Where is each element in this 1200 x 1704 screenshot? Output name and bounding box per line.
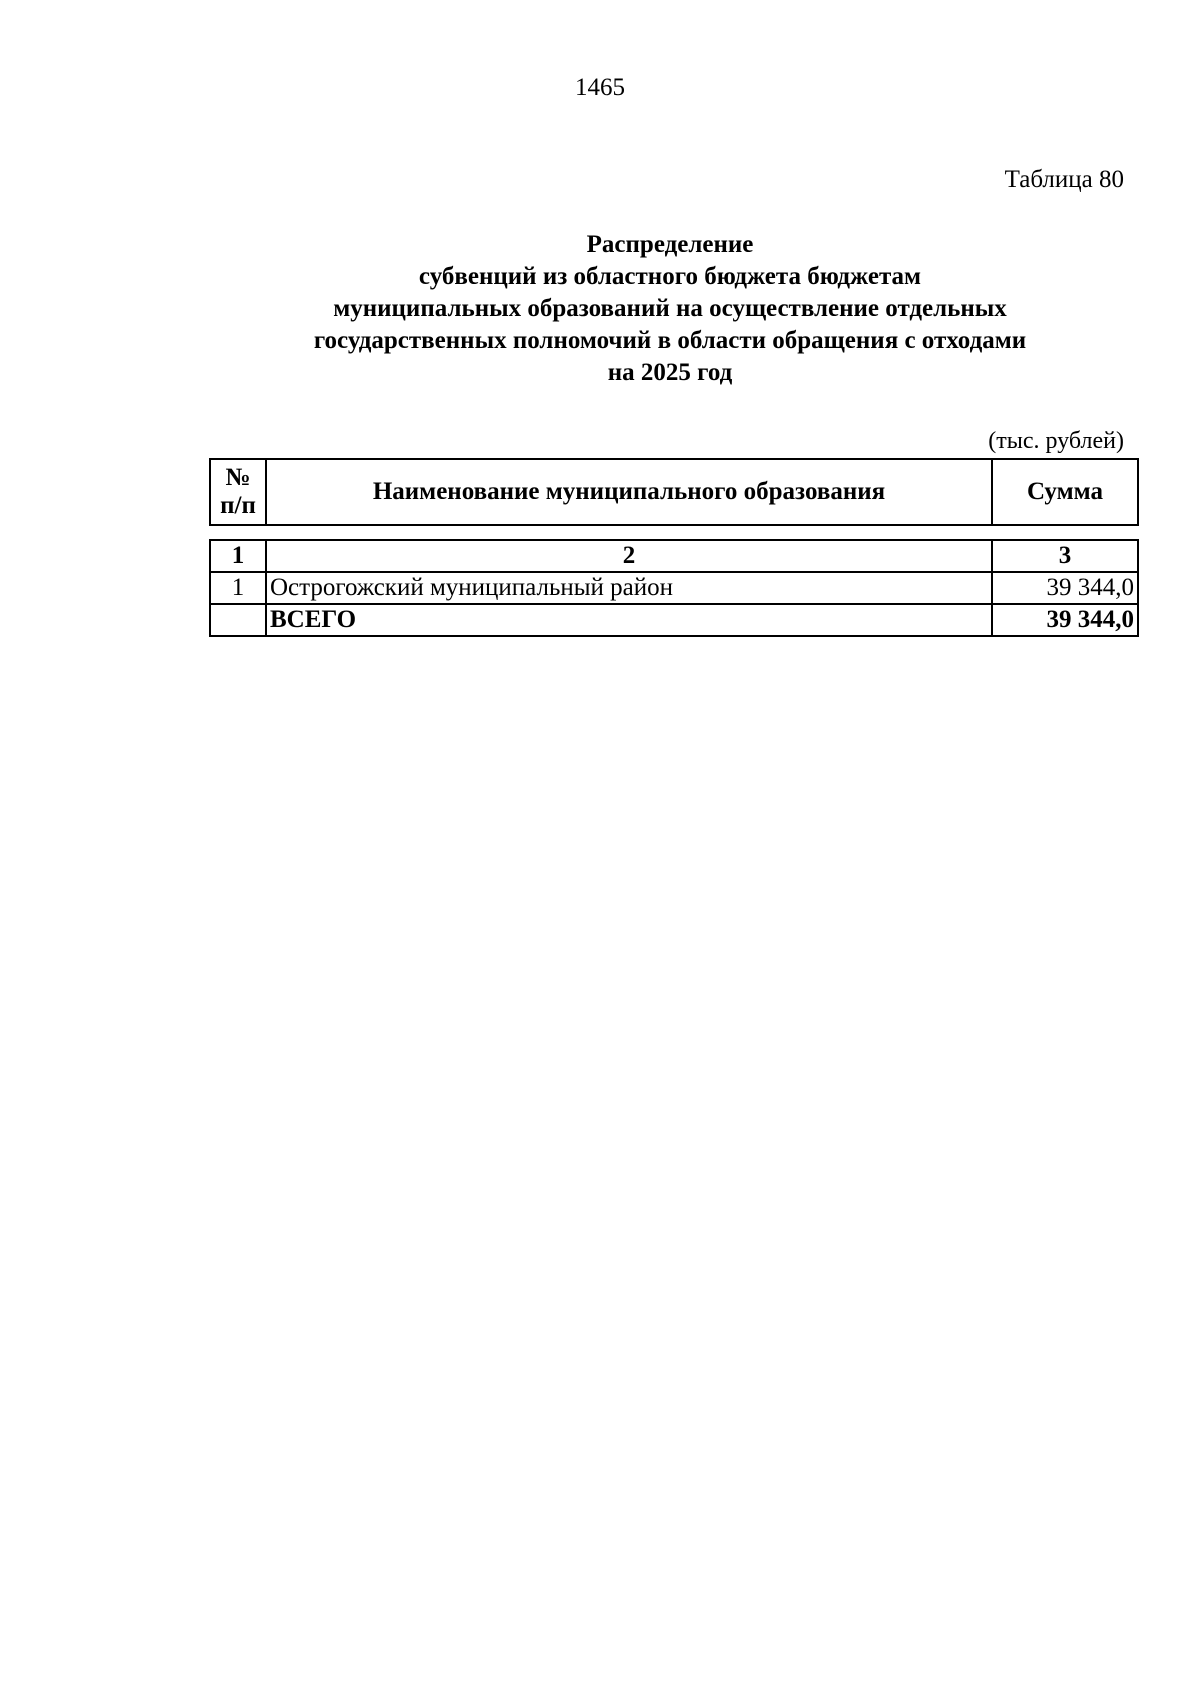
header-sum: Сумма [992, 459, 1138, 525]
header-name: Наименование муниципального образования [266, 459, 992, 525]
title-line-4: государственных полномочий в области обращения с отходами [313, 327, 1027, 354]
total-label: ВСЕГО [266, 604, 992, 636]
table-header [209, 458, 1139, 526]
total-sum: 39 344,0 [992, 604, 1138, 636]
header-num [210, 459, 266, 525]
units-label: (тыс. рублей) [988, 428, 1124, 454]
row-name: Острогожский муниципальный район [266, 572, 992, 604]
document-title [160, 229, 1180, 389]
row-num: 1 [210, 572, 266, 604]
table-number: Таблица 80 [1004, 166, 1124, 193]
title-line-5: на 2025 год [607, 359, 733, 386]
header-num-label: п/п [220, 492, 256, 519]
title-line-1: Распределение [586, 231, 754, 258]
column-numbers-row [210, 540, 1138, 572]
column-number-3: 3 [992, 540, 1138, 572]
data-table [209, 539, 1139, 637]
page-number: 1465 [575, 74, 625, 101]
table-row [210, 572, 1138, 604]
column-number-2: 2 [266, 540, 992, 572]
row-sum: 39 344,0 [992, 572, 1138, 604]
header-num-symbol: № [225, 464, 251, 491]
column-number-1: 1 [210, 540, 266, 572]
total-num [210, 604, 266, 636]
title-line-3: муниципальных образований на осуществление отдельных [333, 295, 1007, 322]
title-line-2: субвенций из областного бюджета бюджетам [418, 263, 922, 290]
header-row [210, 459, 1138, 525]
total-row [210, 604, 1138, 636]
